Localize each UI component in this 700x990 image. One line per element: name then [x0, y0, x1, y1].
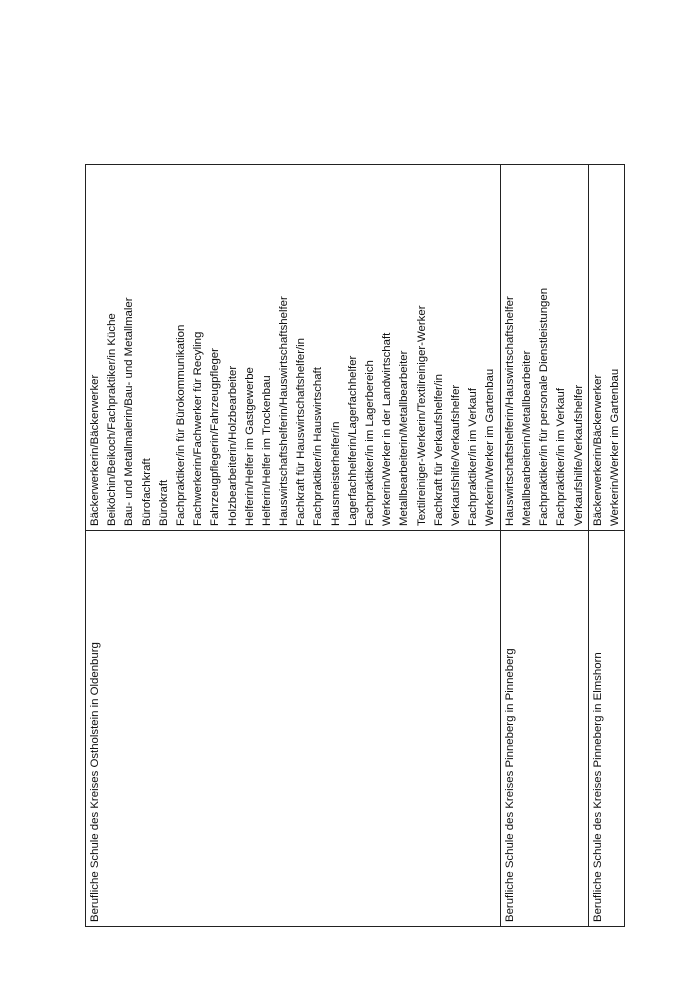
profession-item: Fachpraktiker/in im Verkauf — [555, 387, 568, 526]
profession-item: Hauswirtschaftshelferin/Hauswirtschaftshelfer — [503, 296, 516, 526]
school-name: Berufliche Schule des Kreises Pinneberg in Pinneberg — [503, 648, 516, 922]
profession-item: Fachpraktiker/in für personale Dienstleistungen — [538, 287, 551, 526]
profession-item: Hauswirtschaftshelferin/Hauswirtschaftshelfer — [278, 296, 291, 526]
profession-item: Werkerin/Werker im Gartenbau — [608, 368, 621, 526]
school-name-cell — [500, 531, 588, 927]
table-row — [588, 165, 624, 927]
school-name-cell — [86, 531, 501, 927]
school-name: Berufliche Schule des Kreises Pinneberg in Elmshorn — [591, 652, 604, 922]
profession-item: Verkaufshilfe/Verkaufshelfer — [449, 384, 462, 526]
table-row — [86, 165, 501, 927]
profession-item: Werkerin/Werker in der Landwirtschaft — [381, 332, 394, 526]
profession-item: Bäckerwerkerin/Bäckerwerker — [89, 374, 101, 526]
profession-item: Fachpraktiker/in im Verkauf — [467, 387, 480, 526]
school-name-cell — [588, 531, 624, 927]
profession-item: Metallbearbeiterin/Metallbearbeiter — [398, 350, 411, 526]
professions-cell — [588, 165, 624, 531]
profession-item: Textilreiniger-Werkerin/Textilreiniger-Werker — [415, 305, 428, 526]
profession-item: Werkerin/Werker im Gartenbau — [484, 368, 497, 526]
professions-cell — [500, 165, 588, 531]
profession-item: Helferin/Helfer im Trockenbau — [260, 375, 273, 526]
profession-item: Fachpraktiker/in für Bürokommunikation — [174, 324, 187, 526]
profession-item: Bürokraft — [157, 479, 170, 526]
profession-item: Lagerfachhelferin/Lagerfachhelfer — [346, 355, 359, 526]
school-name: Berufliche Schule des Kreises Ostholstein in Oldenburg — [89, 642, 101, 922]
profession-item: Bäckerwerkerin/Bäckerwerker — [591, 374, 604, 526]
profession-item: Metallbearbeiterin/Metallbearbeiter — [520, 350, 533, 526]
profession-item: Helferin/Helfer im Gastgewerbe — [243, 367, 256, 526]
table-row — [500, 165, 588, 927]
profession-item: Beiköchin/Beikoch/Fachpraktiker/in Küche — [106, 313, 119, 526]
table-region — [85, 165, 621, 927]
rotated-page-content — [85, 165, 621, 927]
schools-professions-table — [85, 164, 625, 927]
profession-item: Bau- und Metallmalerin/Bau- und Metallmaler — [123, 297, 136, 526]
profession-item: Holzbearbeiterin/Holzbearbeiter — [226, 365, 239, 526]
profession-item: Hausmeisterhelfer/in — [329, 421, 342, 526]
profession-item: Bürofachkraft — [140, 458, 153, 526]
profession-item: Fachkraft für Verkaufshelfer/in — [432, 374, 445, 526]
profession-item: Fachwerkerin/Fachwerker für Recyling — [192, 331, 205, 526]
profession-item: Fahrzeugpflegerin/Fahrzeugpfleger — [209, 348, 222, 526]
professions-cell — [86, 165, 501, 531]
profession-item: Fachpraktiker/in im Lagerbereich — [364, 360, 376, 526]
profession-item: Verkaufshilfe/Verkaufshelfer — [572, 384, 585, 526]
table-body — [86, 165, 625, 927]
profession-item: Fachkraft für Hauswirtschaftshelfer/in — [295, 337, 308, 526]
profession-item: Fachpraktiker/in Hauswirtschaft — [312, 367, 325, 526]
